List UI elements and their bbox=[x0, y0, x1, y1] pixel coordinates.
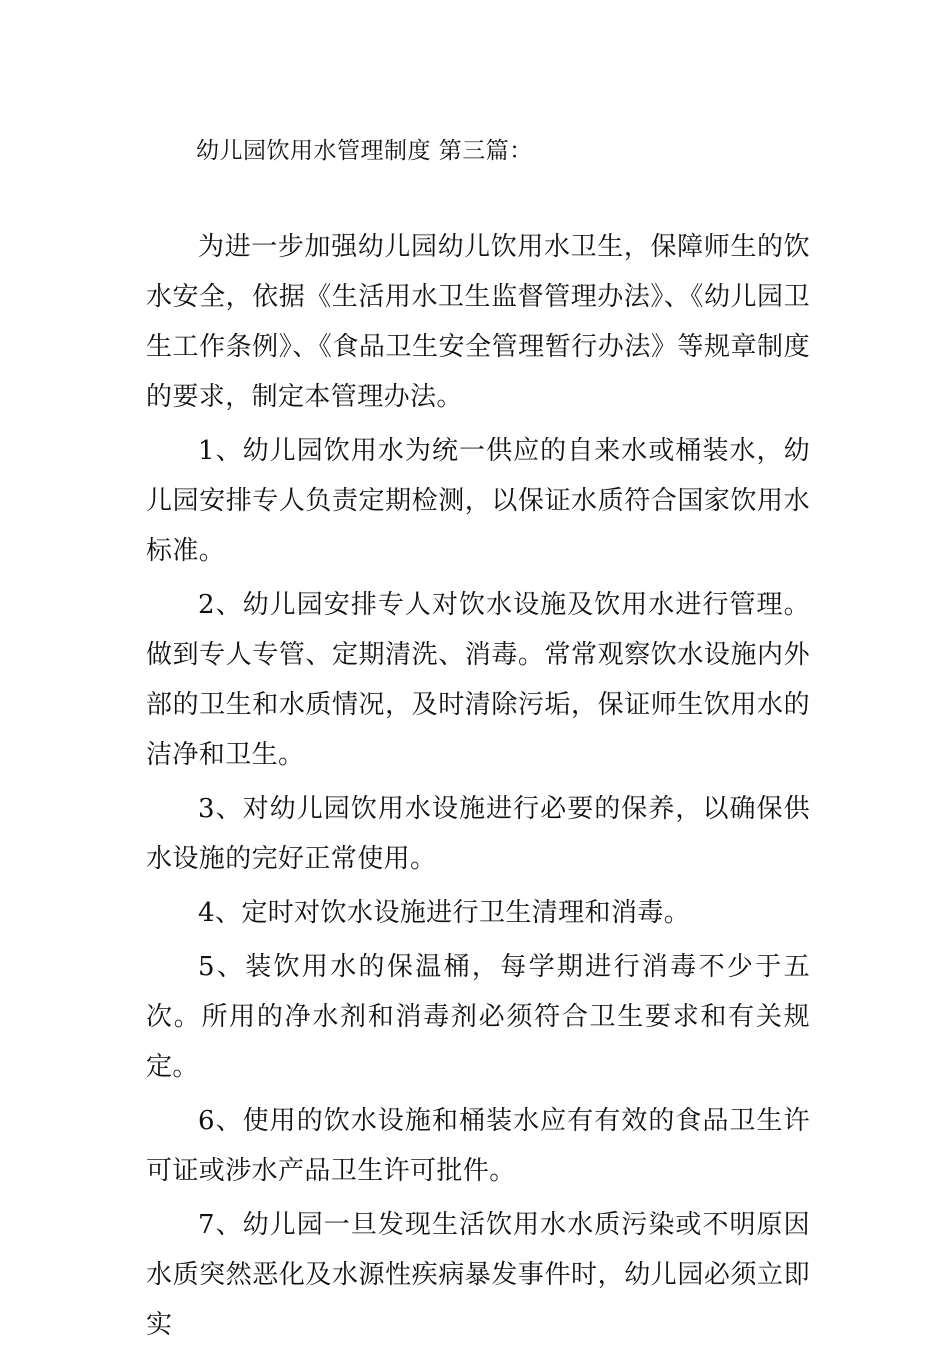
paragraph-item-6: 6、使用的饮水设施和桶装水应有有效的食品卫生许可证或涉水产品卫生许可批件。 bbox=[146, 1106, 810, 1186]
paragraph-item-4: 4、定时对饮水设施进行卫生清理和消毒。 bbox=[198, 898, 691, 928]
paragraph-item-3: 3、对幼儿园饮用水设施进行必要的保养，以确保供水设施的完好正常使用。 bbox=[146, 794, 810, 874]
paragraph-item-7: 7、幼儿园一旦发现生活饮用水水质污染或不明原因水质突然恶化及水源性疾病暴发事件时，幼儿园必须立即实 bbox=[146, 1210, 810, 1340]
paragraph-item-2: 2、幼儿园安排专人对饮水设施及饮用水进行管理。做到专人专管、定期清洗、消毒。常常观察饮水设施内外部的卫生和水质情况，及时清除污垢，保证师生饮用水的洁净和卫生。 bbox=[146, 590, 810, 770]
document-title: 幼儿园饮用水管理制度 第三篇： bbox=[196, 138, 533, 164]
paragraph-item-5: 5、装饮用水的保温桶，每学期进行消毒不少于五次。所用的净水剂和消毒剂必须符合卫生要求和有关规定。 bbox=[146, 952, 810, 1082]
document-body bbox=[146, 222, 810, 1354]
paragraph-intro: 为进一步加强幼儿园幼儿饮用水卫生，保障师生的饮水安全，依据《生活用水卫生监督管理办法》、《幼儿园卫生工作条例》、《食品卫生安全管理暂行办法》等规章制度的要求，制定本管理办法。 bbox=[146, 232, 810, 412]
paragraph-item-1: 1、幼儿园饮用水为统一供应的自来水或桶装水，幼儿园安排专人负责定期检测，以保证水质符合国家饮用水标准。 bbox=[146, 436, 810, 566]
